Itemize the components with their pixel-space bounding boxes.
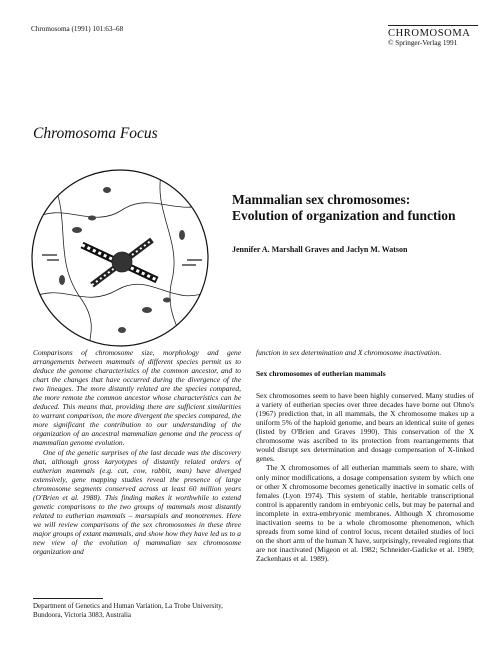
abstract-paragraph-1: Comparisons of chromosome size, morphology and gene arrangements between mammals of different species permit us to deduce the genome characteristics of the common ancestor, and to chart the changes that have occurred during the divergence of the two lineages. The more distantly related are the species compared, the more remote the common ancestor whose characteristics can be deduced. This means that, providing there are sufficient similarities to warrant comparison, the more divergent the species compared, the more significant the contribution to our understanding of the organization of an ancestral mammalian genome and the process of mammalian genome evolution. [33, 348, 241, 448]
abstract-continuation: function in sex determination and X chromosome inactivation. [256, 348, 442, 357]
running-citation: Chromosoma (1991) 101:63–68 [31, 25, 124, 33]
author-list: Jennifer A. Marshall Graves and Jaclyn M. Watson [232, 245, 408, 254]
title-line-2: Evolution of organization and function [232, 208, 456, 223]
title-line-1: Mammalian sex chromosomes: [232, 192, 411, 207]
abstract-column [33, 348, 241, 556]
copyright-line: © Springer-Verlag 1991 [388, 39, 458, 47]
abstract-paragraph-2: One of the genetic surprises of the last decade was the discovery that, although gross karyotypes of distantly related orders of eutherian mammals (e.g. cat, cow, rabbit, man) have diverged extensively, gene mapping studies reveal the presence of large chromosome segments conserved across at least 60 million years (O'Brien et al. 1988). This finding makes it worthwhile to extend genetic comparisons to the two groups of mammals most distantly related to eutherian mammals – marsupials and monotremes. Here we will review comparisons of the sex chromosomes in these three major groups of extant mammals, and show how they have led us to a new view of the evolution of mammalian sex chromosome organization and [33, 447, 241, 557]
section-label: Chromosoma Focus [33, 125, 158, 142]
body-paragraph-1: Sex chromosomes seem to have been highly conserved. Many studies of a variety of eutherian species over three decades have borne out Ohno's (1967) prediction that, in all mammals, the X chromosome makes up a uniform 5% of the haploid genome, and bears an identical suite of genes (listed by O'Brien and Graves 1990). This conservation of the X chromosome was ascribed to its protection from rearrangements that would disrupt sex determination and dosage compensation of X-linked genes. [256, 391, 474, 464]
affiliation-footnote: Department of Genetics and Human Variation, La Trobe University, Bundoora, Victoria 3083, Australia [33, 602, 223, 619]
journal-name: CHROMOSOMA [388, 28, 471, 39]
journal-masthead [388, 25, 478, 48]
section-heading: Sex chromosomes of eutherian mammals [256, 369, 386, 379]
body-column [256, 348, 474, 563]
footnote-rule [33, 598, 103, 599]
chromosome-illustration [22, 160, 218, 356]
article-title [232, 192, 482, 224]
masthead-rule [388, 25, 478, 26]
body-paragraph-2: The X chromosomes of all eutherian mammals seem to share, with only minor modifications, a dosage compensation system by which one or other X chromosome becomes genetically inactive in somatic cells of females (Lyon 1974). This system of stable, heritable transcriptional control is apparently random in embryonic cells, but may be paternal and incomplete in extra-embryonic membranes. Although X chromosome inactivation seems to be a whole chromosome phenomenon, which spreads from some kind of control locus, recent detailed studies of loci on the short arm of the human X have, surprisingly, revealed regions that are not inactivated (Migeon et al. 1982; Schneider-Gadicke et al. 1989; Zackenhaus et al. 1989). [256, 463, 474, 563]
